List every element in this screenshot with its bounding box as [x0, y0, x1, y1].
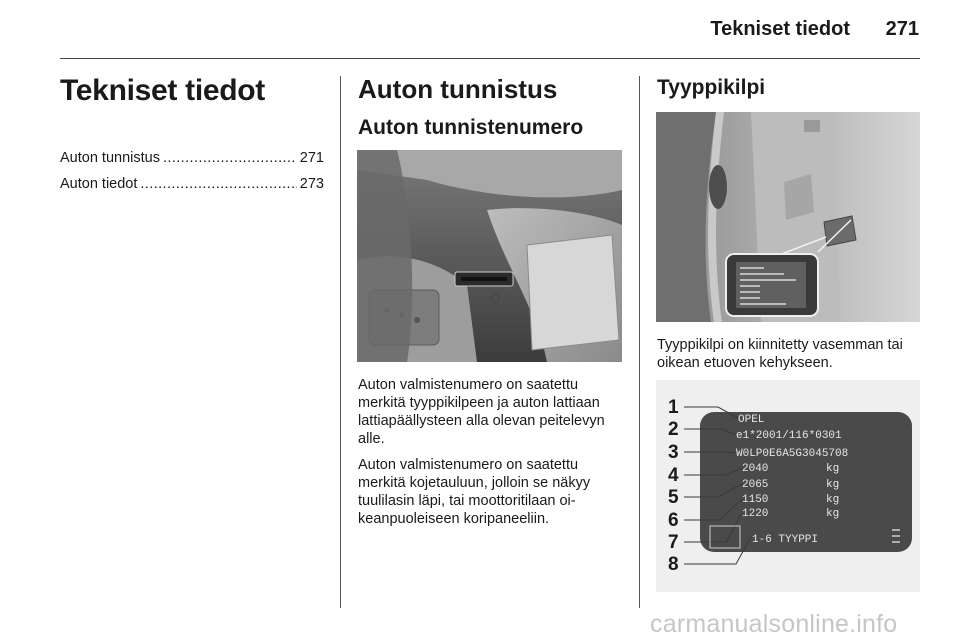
toc-entry-auton-tiedot[interactable] [60, 176, 324, 202]
plate-line: 1220 [742, 508, 769, 520]
callout-number: 4 [668, 465, 679, 486]
type-plate-diagram [656, 380, 920, 592]
running-title: Tekniset tiedot [710, 18, 850, 40]
section-title: Auton tunnistus [358, 74, 558, 104]
toc-leader-dots [163, 150, 297, 166]
type-plate-description [657, 336, 921, 372]
plate-line: 2065 [742, 479, 769, 491]
callout-number: 5 [668, 487, 679, 508]
plate-line: e1*2001/116*0301 [736, 430, 842, 442]
plate-unit: kg [826, 479, 840, 491]
column-divider [639, 76, 640, 608]
callout-number: 7 [668, 532, 679, 553]
table-of-contents [60, 150, 324, 202]
door-frame-photo [656, 112, 920, 322]
chapter-title: Tekniset tiedot [60, 74, 265, 107]
vin-floor-photo [357, 150, 622, 362]
plate-line: W0LP0E6A5G3045708 [736, 448, 849, 460]
type-plate-paragraph: Tyyppikilpi on kiinnitetty vasemman tai oikean etuoven kehykseen. [657, 337, 903, 371]
plate-line: 1-6 TYYPPI [752, 534, 819, 546]
plate-line: 2040 [742, 463, 769, 475]
vin-description [358, 376, 626, 536]
callout-number: 3 [668, 442, 679, 463]
callout-number: 6 [668, 510, 679, 531]
plate-line: 1150 [742, 494, 769, 506]
toc-entry-title: Auton tunnistus [60, 150, 160, 166]
toc-entry-title: Auton tiedot [60, 176, 138, 192]
plate-line: OPEL [738, 414, 765, 426]
callout-number: 2 [668, 419, 679, 440]
vin-paragraph: Auton valmistenumero on saatettu merkitä tyyppikilpeen ja auton lattiaan lattiapäällysteen alla olevan peitelevyn alle. [358, 377, 605, 447]
plate-unit: kg [826, 463, 840, 475]
column-divider [340, 76, 341, 608]
toc-entry-page: 271 [299, 150, 324, 166]
type-plate-title: Tyyppikilpi [657, 76, 766, 99]
watermark: carmanualsonline.info [650, 610, 898, 638]
vin-paragraph: Auton valmistenumero on saatettu merkitä kojetauluun, jolloin se näkyy tuulilasin läpi, tai moottoritilaan oikeanpuoleiseen koripaneeliin. [358, 457, 591, 527]
callout-number: 8 [668, 554, 679, 575]
plate-unit: kg [826, 508, 840, 520]
toc-leader-dots [140, 176, 296, 192]
toc-entry-auton-tunnistus[interactable] [60, 150, 324, 176]
header-rule [60, 58, 920, 59]
toc-entry-page: 273 [299, 176, 324, 192]
plate-unit: kg [826, 494, 840, 506]
page-number: 271 [885, 18, 919, 40]
subsection-title: Auton tunnistenumero [358, 116, 584, 139]
callout-number: 1 [668, 397, 679, 418]
